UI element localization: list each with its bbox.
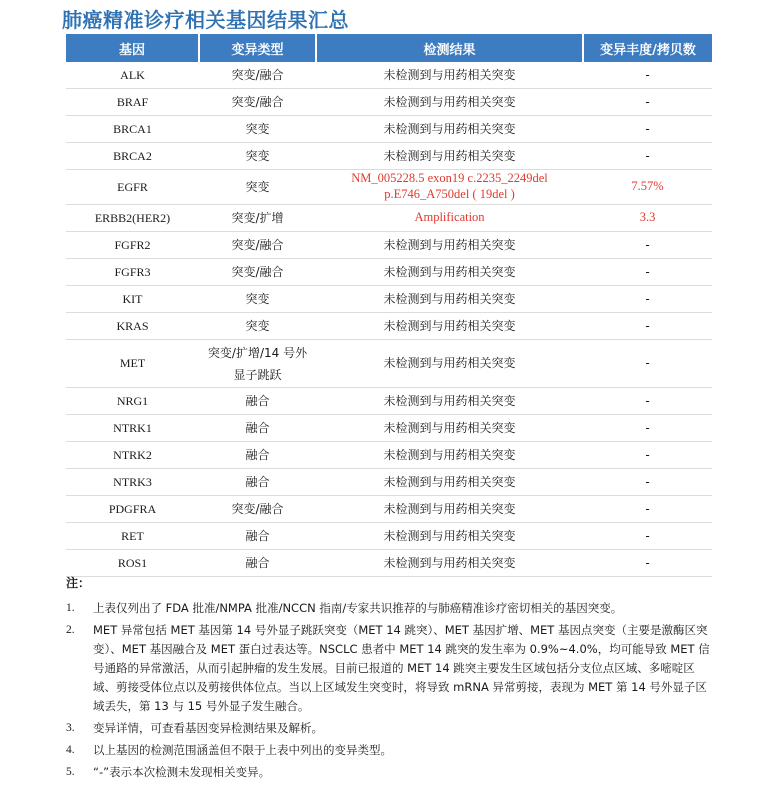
result-line: NM_005228.5 exon19 c.2235_2249del xyxy=(351,171,548,186)
result-cell-positive xyxy=(316,170,583,205)
variant-type-cell: 融合 xyxy=(199,523,316,550)
note-number: 4. xyxy=(66,744,75,756)
abundance-cell: - xyxy=(583,523,712,550)
result-cell: 未检测到与用药相关突变 xyxy=(316,286,583,313)
gene-cell: EGFR xyxy=(66,170,199,205)
result-cell-positive: Amplification xyxy=(316,205,583,232)
abundance-cell: - xyxy=(583,442,712,469)
table-row-erbb2 xyxy=(66,205,712,232)
abundance-cell: - xyxy=(583,116,712,143)
table-header-row xyxy=(66,34,712,62)
abundance-cell: - xyxy=(583,89,712,116)
table-row xyxy=(66,232,712,259)
table-row xyxy=(66,313,712,340)
gene-cell: ALK xyxy=(66,62,199,89)
result-cell: 未检测到与用药相关突变 xyxy=(316,62,583,89)
variant-type-cell: 突变/融合 xyxy=(199,496,316,523)
gene-cell: RET xyxy=(66,523,199,550)
variant-type-cell: 突变 xyxy=(199,286,316,313)
abundance-cell: - xyxy=(583,340,712,388)
result-line: p.E746_A750del ( 19del ) xyxy=(384,187,515,201)
gene-cell: KIT xyxy=(66,286,199,313)
variant-type-line: 显子跳跃 xyxy=(233,367,282,382)
note-number: 1. xyxy=(66,602,75,614)
gene-cell: PDGFRA xyxy=(66,496,199,523)
result-cell: 未检测到与用药相关突变 xyxy=(316,469,583,496)
result-cell: 未检测到与用药相关突变 xyxy=(316,388,583,415)
table-row xyxy=(66,415,712,442)
variant-type-cell: 突变/融合 xyxy=(199,62,316,89)
abundance-cell: - xyxy=(583,388,712,415)
result-cell: 未检测到与用药相关突变 xyxy=(316,143,583,170)
abundance-cell: - xyxy=(583,259,712,286)
abundance-cell: - xyxy=(583,313,712,340)
result-cell: 未检测到与用药相关突变 xyxy=(316,550,583,577)
table-row xyxy=(66,89,712,116)
header-abundance: 变异丰度/拷贝数 xyxy=(583,34,712,62)
note-text: 以上基因的检测范围涵盖但不限于上表中列出的变异类型。 xyxy=(93,743,392,757)
header-result: 检测结果 xyxy=(316,34,583,62)
result-cell: 未检测到与用药相关突变 xyxy=(316,89,583,116)
gene-cell: NRG1 xyxy=(66,388,199,415)
result-cell: 未检测到与用药相关突变 xyxy=(316,313,583,340)
table-row xyxy=(66,523,712,550)
abundance-cell-positive: 7.57% xyxy=(583,170,712,205)
gene-cell: NTRK2 xyxy=(66,442,199,469)
variant-type-cell: 突变 xyxy=(199,116,316,143)
header-gene: 基因 xyxy=(66,34,199,62)
abundance-cell: - xyxy=(583,415,712,442)
abundance-cell-positive: 3.3 xyxy=(583,205,712,232)
note-item xyxy=(66,621,716,716)
variant-type-cell: 突变/融合 xyxy=(199,232,316,259)
note-text: 变异详情，可查看基因变异检测结果及解析。 xyxy=(93,721,323,735)
gene-cell: BRAF xyxy=(66,89,199,116)
result-cell: 未检测到与用药相关突变 xyxy=(316,116,583,143)
variant-type-cell: 突变 xyxy=(199,313,316,340)
variant-type-cell xyxy=(199,340,316,388)
gene-cell: FGFR3 xyxy=(66,259,199,286)
note-item xyxy=(66,763,716,782)
gene-cell: ERBB2(HER2) xyxy=(66,205,199,232)
table-row xyxy=(66,286,712,313)
variant-type-cell: 融合 xyxy=(199,550,316,577)
note-text: MET 异常包括 MET 基因第 14 号外显子跳跃突变（MET 14 跳突）、MET 基因扩增、MET 基因点突变（主要是激酶区突变）、MET 基因融合及 MET 蛋白过表达等。NSCLC 患者中 MET 14 跳突的发生率为 0.9%~4.0%，均可能导致 MET 信号通路的异常激活，从而引起肿瘤的发生发展。目前已报道的 MET 14 跳突主要发生区域包括分支位点区域、多嘧啶区域、剪接受体位点以及剪接供体位点。当以上区域发生突变时，将导致 mRNA 异常剪接，表现为 MET 第 14 号外显子区域丢失，第 13 与 15 号外显子发生融合。 xyxy=(93,623,710,713)
result-cell: 未检测到与用药相关突变 xyxy=(316,415,583,442)
result-cell: 未检测到与用药相关突变 xyxy=(316,496,583,523)
gene-cell: MET xyxy=(66,340,199,388)
variant-type-cell: 融合 xyxy=(199,442,316,469)
note-number: 5. xyxy=(66,766,75,778)
note-item xyxy=(66,741,716,760)
note-item xyxy=(66,599,716,618)
table-row xyxy=(66,550,712,577)
gene-cell: FGFR2 xyxy=(66,232,199,259)
gene-cell: NTRK1 xyxy=(66,415,199,442)
variant-type-cell: 融合 xyxy=(199,415,316,442)
table-row xyxy=(66,496,712,523)
table-row xyxy=(66,62,712,89)
gene-results-table xyxy=(66,34,712,577)
table-row xyxy=(66,259,712,286)
table-row xyxy=(66,469,712,496)
variant-type-cell: 突变 xyxy=(199,143,316,170)
variant-type-cell: 突变/融合 xyxy=(199,259,316,286)
table-row xyxy=(66,442,712,469)
result-cell: 未检测到与用药相关突变 xyxy=(316,259,583,286)
result-cell: 未检测到与用药相关突变 xyxy=(316,442,583,469)
variant-type-cell: 突变 xyxy=(199,170,316,205)
note-number: 3. xyxy=(66,722,75,734)
notes-title: 注： xyxy=(66,576,91,590)
note-number: 2. xyxy=(66,624,75,636)
gene-cell: BRCA1 xyxy=(66,116,199,143)
gene-cell: BRCA2 xyxy=(66,143,199,170)
abundance-cell: - xyxy=(583,469,712,496)
result-cell: 未检测到与用药相关突变 xyxy=(316,523,583,550)
variant-type-cell: 突变/扩增 xyxy=(199,205,316,232)
abundance-cell: - xyxy=(583,143,712,170)
table-row xyxy=(66,143,712,170)
table-row-egfr xyxy=(66,170,712,205)
table-row xyxy=(66,388,712,415)
note-text: “-”表示本次检测未发现相关变异。 xyxy=(93,765,271,779)
result-cell: 未检测到与用药相关突变 xyxy=(316,340,583,388)
note-item xyxy=(66,719,716,738)
gene-cell: NTRK3 xyxy=(66,469,199,496)
gene-cell: ROS1 xyxy=(66,550,199,577)
abundance-cell: - xyxy=(583,232,712,259)
variant-type-cell: 融合 xyxy=(199,388,316,415)
variant-type-cell: 突变/融合 xyxy=(199,89,316,116)
variant-type-line: 突变/扩增/14 号外 xyxy=(207,345,308,360)
page-title: 肺癌精准诊疗相关基因结果汇总 xyxy=(62,8,349,32)
table-row xyxy=(66,116,712,143)
abundance-cell: - xyxy=(583,62,712,89)
abundance-cell: - xyxy=(583,286,712,313)
abundance-cell: - xyxy=(583,496,712,523)
gene-cell: KRAS xyxy=(66,313,199,340)
table-row-met xyxy=(66,340,712,388)
note-text: 上表仅列出了 FDA 批准/NMPA 批准/NCCN 指南/专家共识推荐的与肺癌精准诊疗密切相关的基因突变。 xyxy=(93,601,623,615)
result-cell: 未检测到与用药相关突变 xyxy=(316,232,583,259)
notes-section xyxy=(66,574,716,785)
abundance-cell: - xyxy=(583,550,712,577)
variant-type-cell: 融合 xyxy=(199,469,316,496)
header-variant-type: 变异类型 xyxy=(199,34,316,62)
